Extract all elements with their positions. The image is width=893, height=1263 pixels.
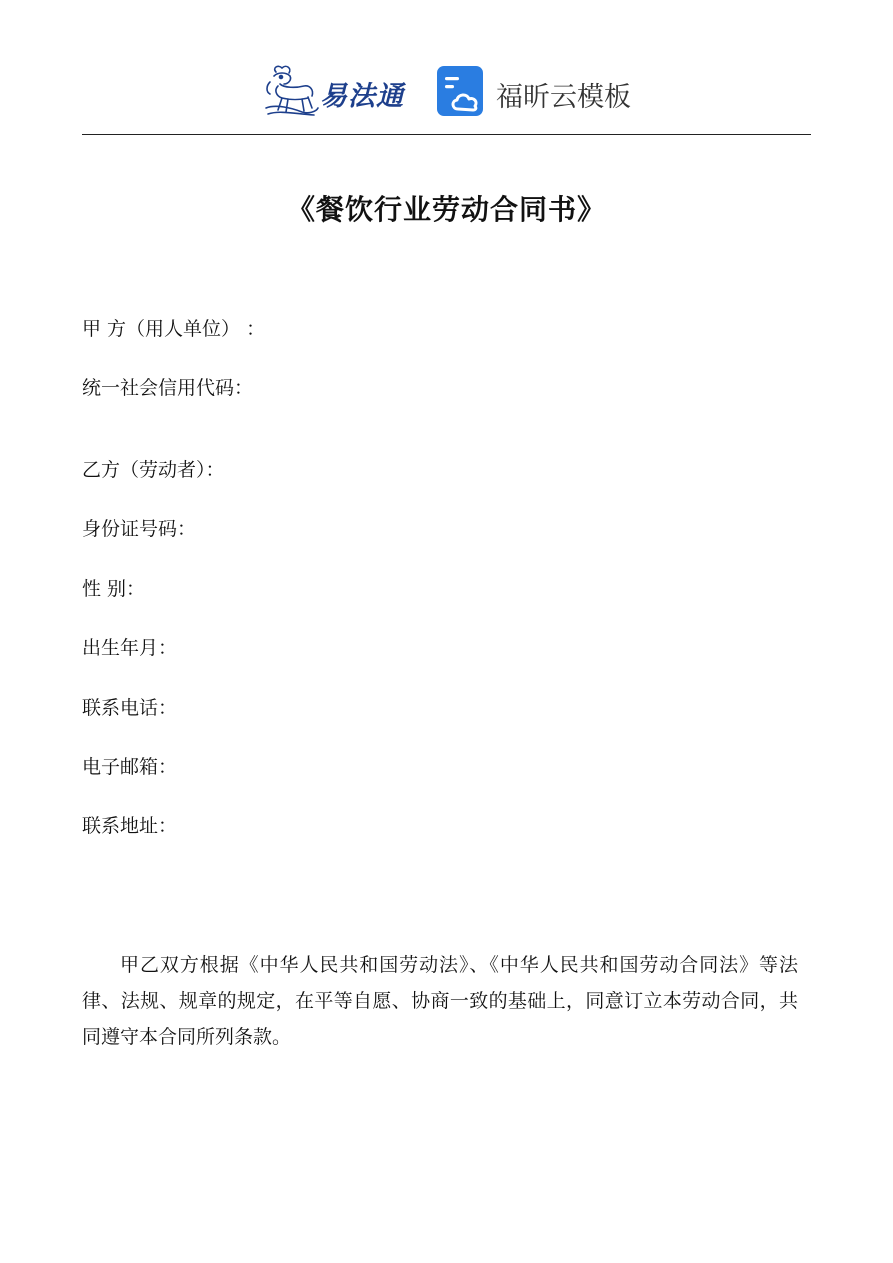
page-header (0, 60, 893, 122)
contract-preamble: 甲乙双方根据《中华人民共和国劳动法》、《中华人民共和国劳动合同法》等法律、法规、规章的规定，在平等自愿、协商一致的基础上，同意订立本劳动合同，共同遵守本合同所列条款。 (82, 954, 798, 1048)
address-label: 联系地址： (82, 815, 178, 837)
party-a-label: 甲 方（用人单位） ： (82, 318, 266, 340)
qilin-emblem-icon (262, 62, 320, 118)
email-label: 电子邮箱： (82, 756, 178, 778)
yifatong-logo (262, 62, 412, 118)
header-divider (82, 134, 811, 135)
yifatong-logo-text: 易法通 (320, 81, 404, 112)
credit-code-label: 统一社会信用代码： (82, 377, 254, 399)
id-number-label: 身份证号码： (82, 518, 197, 540)
fuxin-logo-text: 福昕云模板 (496, 82, 631, 113)
birth-date-label: 出生年月： (82, 637, 178, 659)
party-b-label: 乙方（劳动者）： (82, 459, 225, 481)
gender-label: 性 别： (82, 578, 146, 600)
document-title: 《餐饮行业劳动合同书》 (286, 193, 606, 226)
fuxin-logo (436, 65, 636, 117)
phone-label: 联系电话： (82, 697, 178, 719)
cloud-document-icon (436, 65, 488, 117)
